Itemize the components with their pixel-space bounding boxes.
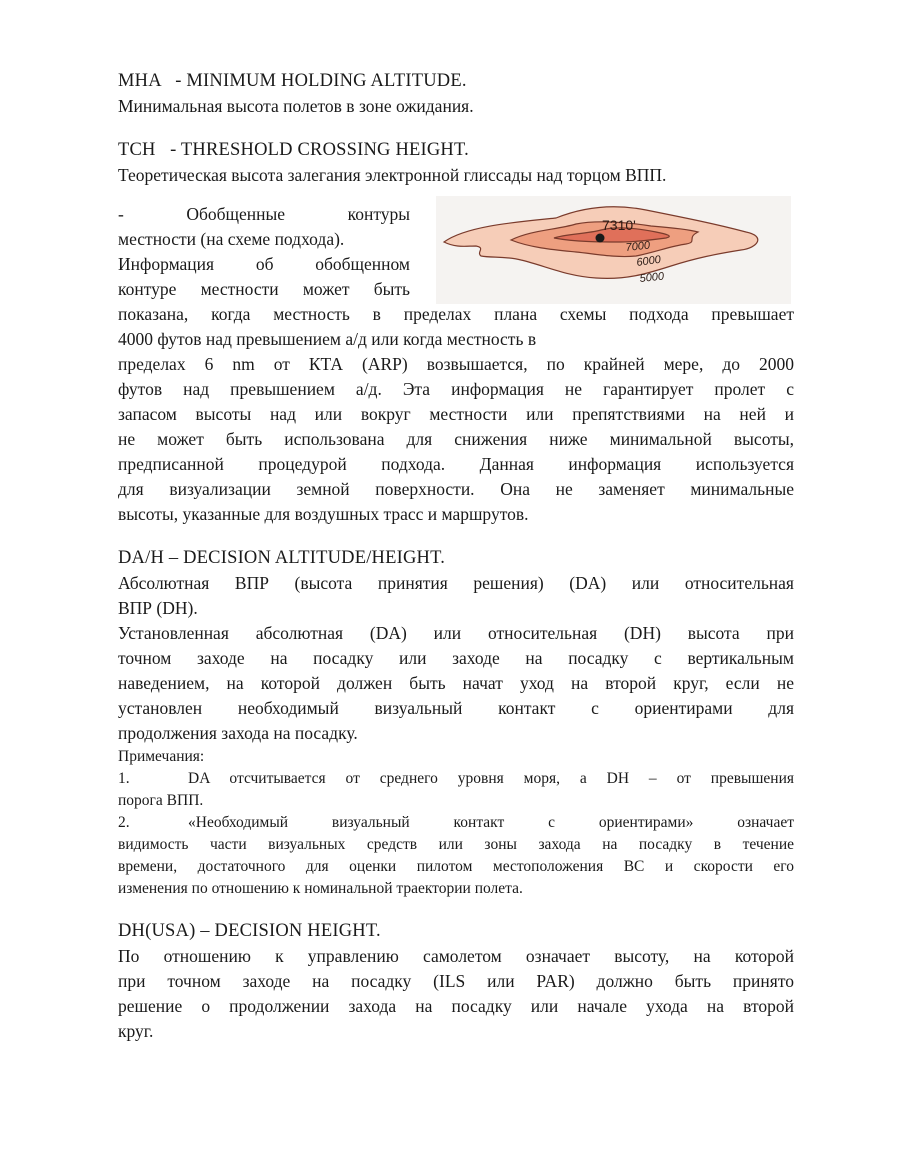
contours-text-line: 4000 футов над превышением а/д или когда местность в (118, 329, 537, 349)
notes-title: Примечания: (118, 748, 205, 765)
note-text-line: видимость части визуальных средств или зоны захода на посадку в течение (118, 836, 794, 853)
contours-intro-line: контуре местности может быть (118, 279, 410, 299)
contours-text-line: запасом высоты над или вокруг местности или препятствиями на ней и (118, 404, 794, 424)
tch-heading: TCH - THRESHOLD CROSSING HEIGHT. (118, 140, 469, 160)
document-page (118, 68, 794, 1044)
contours-text-line: не может быть использована для снижения ниже минимальной высоты, (118, 429, 794, 449)
peak-elevation-label: 7310' (602, 217, 636, 233)
contours-intro-line: местности (на схеме подхода). (118, 229, 345, 249)
dah-text-line: Установленная абсолютная (DA) или относительная (DH) высота при (118, 623, 794, 643)
terrain-contour-figure (436, 196, 791, 304)
contours-text-line: пределах 6 nm от КТА (ARP) возвышается, по крайней мере, до 2000 (118, 354, 794, 374)
note-item (118, 768, 794, 790)
contours-intro (118, 202, 410, 302)
contours-text-line: предписанной процедурой подхода. Данная информация используется (118, 454, 794, 474)
dah-heading: DA/H – DECISION ALTITUDE/HEIGHT. (118, 548, 446, 568)
dah-text-line: точном заходе на посадку или заходе на посадку с вертикальным (118, 648, 794, 668)
terrain-contour-map (436, 196, 791, 304)
dah-text-line: установлен необходимый визуальный контакт с ориентирами для (118, 698, 794, 718)
contours-text-line: показана, когда местность в пределах плана схемы подхода превышает (118, 304, 794, 324)
dh-usa-text-line: при точном заходе на посадку (ILS или PAR) должно быть принято (118, 971, 794, 991)
contours-intro-line: Информация об обобщенном (118, 254, 410, 274)
contours-section (118, 202, 794, 302)
contour-label-7000: 7000 (625, 239, 651, 254)
contours-text-line: футов над превышением а/д. Эта информация не гарантирует пролет с (118, 379, 794, 399)
contours-intro-line: - Обобщенные контуры (118, 204, 410, 224)
dh-usa-text-line: По отношению к управлению самолетом означает высоту, на которой (118, 946, 794, 966)
contours-text-line: для визуализации земной поверхности. Она не заменяет минимальные (118, 479, 794, 499)
dh-usa-text-line: решение о продолжении захода на посадку или начале ухода на второй (118, 996, 794, 1016)
note-text: DA отсчитывается от среднего уровня моря, а DH – от превышения (188, 770, 794, 787)
dh-usa-heading: DH(USA) – DECISION HEIGHT. (118, 921, 381, 941)
dah-text-line: ВПР (DH). (118, 598, 198, 618)
note-text-line: изменения по отношению к номинальной траектории полета. (118, 880, 523, 897)
contours-text-line: высоты, указанные для воздушных трасс и маршрутов. (118, 504, 529, 524)
dah-text-line: Абсолютная ВПР (высота принятия решения) (DA) или относительная (118, 573, 794, 593)
note-item (118, 812, 794, 834)
note-number: 1. (118, 770, 130, 787)
mha-definition: Минимальная высота полетов в зоне ожидания. (118, 96, 474, 116)
mha-heading: MHA - MINIMUM HOLDING ALTITUDE. (118, 71, 467, 91)
contour-label-5000: 5000 (639, 270, 665, 285)
dh-usa-text-line: круг. (118, 1021, 154, 1041)
note-number: 2. (118, 814, 130, 831)
note-text: «Необходимый визуальный контакт с ориентирами» означает (188, 814, 794, 831)
note-text-line: времени, достаточного для оценки пилотом местоположения ВС и скорости его (118, 858, 794, 875)
contour-label-6000: 6000 (635, 253, 662, 269)
peak-marker (596, 234, 605, 243)
dah-text-line: продолжения захода на посадку. (118, 723, 358, 743)
note-text-line: порога ВПП. (118, 792, 204, 809)
tch-definition: Теоретическая высота залегания электронной глиссады над торцом ВПП. (118, 165, 667, 185)
dah-text-line: наведением, на которой должен быть начат уход на второй круг, если не (118, 673, 794, 693)
